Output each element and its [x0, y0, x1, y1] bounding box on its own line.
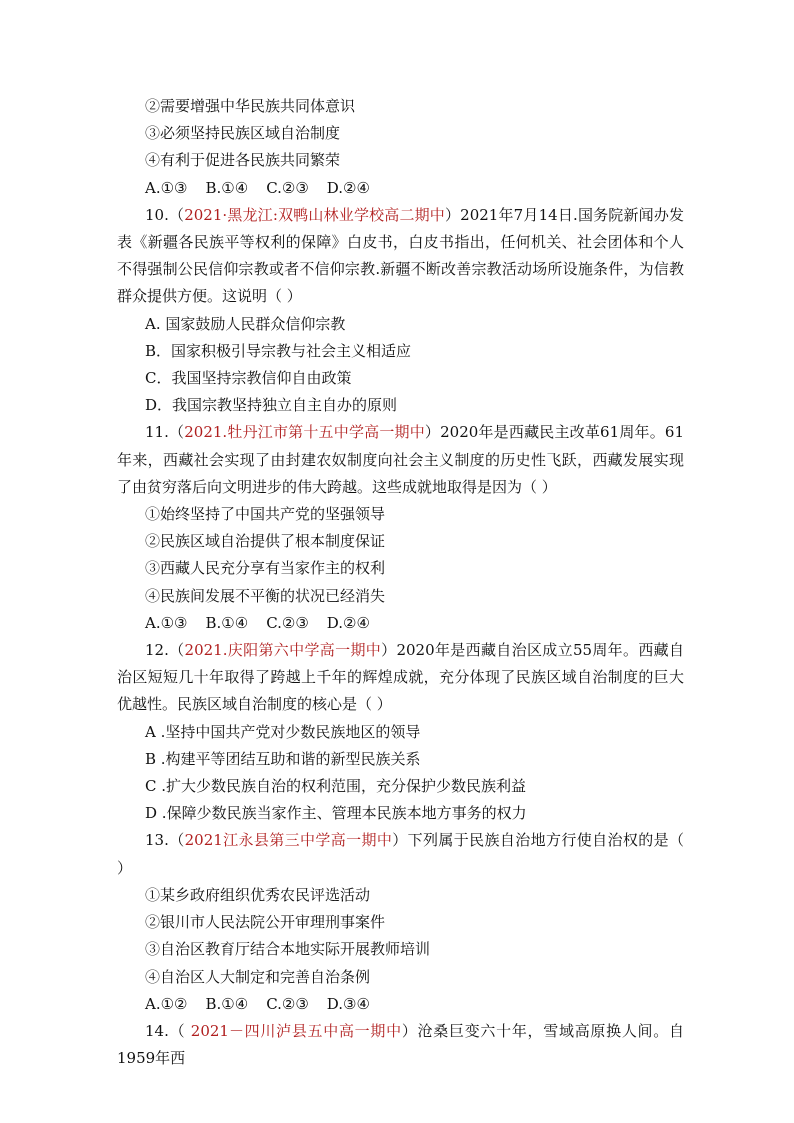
- q13-source: 2021江永县第三中学高一期中: [184, 831, 393, 850]
- q11-stem: [117, 419, 684, 501]
- q11-choice-a: A.①③: [145, 613, 188, 632]
- q11-choice-d: D.②④: [326, 613, 370, 632]
- q11-choice-b: B.①④: [205, 613, 249, 632]
- q13-option-3: ③自治区教育厅结合本地实际开展教师培训: [145, 940, 431, 959]
- q13-number: 13.（: [145, 831, 185, 850]
- q9-choices: [117, 175, 684, 202]
- q13-choice-c: C.②③: [266, 994, 309, 1013]
- q10-source: 2021·黑龙江:双鸭山林业学校高二期中: [184, 205, 445, 224]
- q11-option-1: ①始终坚持了中国共产党的坚强领导: [145, 505, 386, 524]
- q10-option-a: A. 国家鼓励人民群众信仰宗教: [145, 314, 346, 333]
- q9-option-3: ③必须坚持民族区域自治制度: [145, 124, 341, 143]
- q12-text: ）2020年是西藏自治区成立55周年。西藏自治区短短几十年取得了跨越上千年的辉煌成就，充分体现了民族区域自治制度的巨大优越性。民族区域自治制度的核心是（ ）: [117, 641, 685, 714]
- q11-option-2: ②民族区域自治提供了根本制度保证: [145, 532, 386, 551]
- q10-number: 10.（: [145, 205, 185, 224]
- q13-choice-b: B.①④: [205, 994, 249, 1013]
- q13-stem: [117, 827, 684, 881]
- q13-choice-a: A.①②: [145, 994, 188, 1013]
- q9-choice-b: B.①④: [205, 178, 249, 197]
- q9-option-4: ④有利于促进各民族共同繁荣: [145, 151, 341, 170]
- q11-option-3: ③西藏人民充分享有当家作主的权利: [145, 559, 386, 578]
- q13-choice-d: D.③④: [326, 994, 370, 1013]
- q12-number: 12.（: [145, 641, 185, 660]
- q10-option-d: D．我国宗教坚持独立自主自办的原则: [145, 396, 398, 415]
- q11-choice-c: C.②③: [266, 613, 309, 632]
- q12-option-d: D .保障少数民族当家作主、管理本民族本地方事务的权力: [145, 804, 527, 823]
- q14-number: 14.（: [145, 1021, 191, 1040]
- q10-text: ）2021年7月14日.国务院新闻办发表《新疆各民族平等权利的保障》白皮书，白皮书指出，任何机关、社会团体和个人不得强制公民信仰宗教或者不信仰宗教.新疆不断改善宗教活动场所设施条件，为信教群众提供方便。这说明（ ）: [117, 205, 684, 306]
- q13-text: ）下列属于民族自治地方行使自治权的是（ ）: [117, 831, 684, 877]
- q14-stem: [117, 1018, 684, 1072]
- q10-option-c: C．我国坚持宗教信仰自由政策: [145, 369, 352, 388]
- q12-source: 2021.庆阳第六中学高一期中: [184, 641, 382, 660]
- q12-option-a: A .坚持中国共产党对少数民族地区的领导: [145, 722, 421, 741]
- q9-choice-a: A.①③: [145, 178, 188, 197]
- q14-text: ）沧桑巨变六十年，雪域高原换人间。自1959年西: [117, 1021, 684, 1068]
- q11-text: ）2020年是西藏民主改革61周年。61年来，西藏社会实现了由封建农奴制度向社会主义制度的历史性飞跃，西藏发展实现了由贫穷落后向文明进步的伟大跨越。这些成就地取得是因为（ ）: [117, 423, 684, 496]
- q13-option-1: ①某乡政府组织优秀农民评选活动: [145, 885, 371, 904]
- q12-option-c: C .扩大少数民族自治的权利范围，充分保护少数民族利益: [145, 777, 527, 796]
- q10-stem: [117, 202, 684, 311]
- q11-option-4: ④民族间发展不平衡的状况已经消失: [145, 586, 386, 605]
- q13-option-2: ②银川市人民法院公开审理刑事案件: [145, 913, 386, 932]
- q12-stem: [117, 637, 684, 719]
- q13-choices: [117, 991, 684, 1018]
- q14-source: 2021－四川泸县五中高一期中: [190, 1021, 402, 1040]
- q9-choice-d: D.②④: [326, 178, 370, 197]
- q10-option-b: B．国家积极引导宗教与社会主义相适应: [145, 341, 412, 360]
- q9-option-2: ②需要增强中华民族共同体意识: [145, 97, 356, 115]
- q12-option-b: B .构建平等团结互助和谐的新型民族关系: [145, 749, 421, 768]
- q11-source: 2021.牡丹江市第十五中学高一期中: [184, 423, 425, 442]
- q11-number: 11.（: [145, 423, 185, 442]
- q11-choices: [117, 610, 684, 637]
- q13-option-4: ④自治区人大制定和完善自治条例: [145, 967, 371, 986]
- q9-choice-c: C.②③: [266, 178, 309, 197]
